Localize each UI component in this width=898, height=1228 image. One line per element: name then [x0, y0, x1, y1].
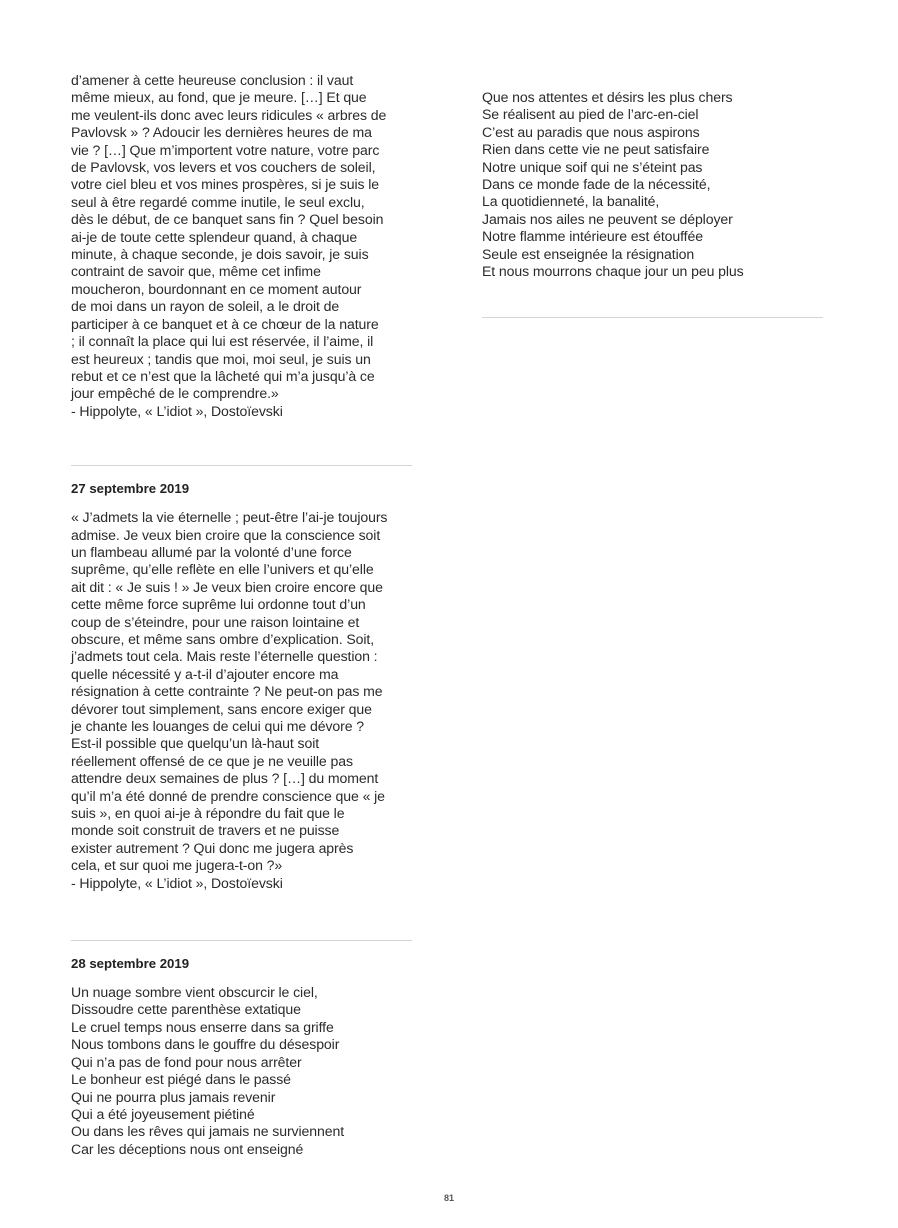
text-line: La quotidienneté, la banalité, [482, 193, 660, 210]
text-line: Notre flamme intérieure est étouffée [482, 228, 703, 245]
text-line: - Hippolyte, « L’idiot », Dostoïevski [71, 874, 283, 891]
text-line: même mieux, au fond, que je meure. […] Et que [71, 89, 367, 106]
text-line: « J’admets la vie éternelle ; peut-être l’ai-je toujours [71, 509, 388, 526]
text-line: Que nos attentes et désirs les plus chers [482, 89, 733, 105]
text-line: suis », en quoi ai-je à répondre du fait que le [71, 805, 345, 822]
poem-block [71, 984, 416, 1158]
text-line: résignation à cette contrainte ? Ne peut-on pas me [71, 683, 383, 700]
text-line: coup de s’éteindre, pour une raison lointaine et [71, 613, 360, 630]
text-line: Qui a été joyeusement piétiné [71, 1105, 255, 1122]
text-line: admise. Je veux bien croire que la conscience soit [71, 526, 381, 543]
text-line: exister autrement ? Qui donc me jugera après [71, 839, 354, 856]
entry-separator [482, 317, 823, 318]
text-line: Qui n’a pas de fond pour nous arrêter [71, 1053, 302, 1070]
text-line: contraint de savoir que, même cet infime [71, 263, 321, 280]
text-line: réellement offensé de ce que je ne veuille pas [71, 752, 353, 769]
text-line: ; il connaît la place qui lui est réservée, il l’aime, il [71, 333, 374, 350]
text-line: Rien dans cette vie ne peut satisfaire [482, 141, 710, 158]
text-line: un flambeau allumé par la volonté d’une force [71, 543, 352, 560]
text-line: Un nuage sombre vient obscurcir le ciel, [71, 984, 318, 1001]
text-line: vie ? […] Que m’importent votre nature, votre parc [71, 141, 380, 158]
text-line: minute, à chaque seconde, je dois savoir, je suis [71, 246, 369, 263]
text-line: suprême, qu’elle reflète en elle l’univers et qu’elle [71, 561, 374, 578]
text-line: Le bonheur est piégé dans le passé [71, 1071, 291, 1088]
text-line: Qui ne pourra plus jamais revenir [71, 1088, 276, 1105]
text-line: obscure, et même sans ombre d’explication. Soit, [71, 630, 375, 647]
text-line: Seule est enseignée la résignation [482, 245, 695, 262]
quote-block-hippolyte-2 [71, 509, 416, 892]
text-line: de moi dans un rayon de soleil, a le droit de [71, 298, 340, 315]
text-line: Nous tombons dans le gouffre du désespoir [71, 1036, 340, 1053]
text-line: Et nous mourrons chaque jour un peu plus [482, 263, 744, 280]
text-line: Dissoudre cette parenthèse extatique [71, 1001, 301, 1018]
poem-continuation [482, 89, 827, 280]
text-line: Car les déceptions nous ont enseigné [71, 1140, 304, 1157]
text-line: qu’il m’a été donné de prendre conscience que « je [71, 787, 385, 804]
right-column [482, 89, 827, 318]
text-line: seul à être regardé comme inutile, le seul exclu, [71, 193, 365, 210]
left-column [71, 72, 416, 1158]
text-line: dévorer tout simplement, sans encore exiger que [71, 700, 372, 717]
text-line: ait dit : « Je suis ! » Je veux bien croire encore que [71, 578, 383, 595]
text-line: jour empêché de le comprendre.» [71, 385, 279, 402]
text-line: je chante les louanges de celui qui me dévore ? [71, 718, 365, 734]
text-line: j’admets tout cela. Mais reste l’éternelle question : [71, 648, 378, 665]
text-line: Ou dans les rêves qui jamais ne surviennent [71, 1123, 345, 1140]
text-line: - Hippolyte, « L’idiot », Dostoïevski [71, 402, 283, 419]
text-line: d’amener à cette heureuse conclusion : il vaut [71, 72, 354, 88]
quote-block-hippolyte-1 [71, 72, 416, 420]
entry-date: 28 septembre 2019 [71, 956, 190, 972]
text-line: ai-je de toute cette splendeur quand, à chaque [71, 228, 358, 245]
text-line: rebut et ce n’est que la lâcheté qui m’a jusqu’à ce [71, 367, 375, 384]
text-line: Notre unique soif qui ne s’éteint pas [482, 158, 703, 175]
text-line: est heureux ; tandis que moi, moi seul, je suis un [71, 350, 371, 367]
text-line: dès le début, de ce banquet sans fin ? Quel besoin [71, 211, 384, 228]
text-line: me veulent-ils donc avec leurs ridicules « arbres de [71, 106, 387, 123]
entry-date: 27 septembre 2019 [71, 481, 190, 497]
text-line: de Pavlovsk, vos levers et vos couchers de soleil, [71, 159, 376, 176]
text-line: cela, et sur quoi me jugera-t-on ?» [71, 857, 283, 874]
text-line: quelle nécessité y a-t-il d’ajouter encore ma [71, 665, 339, 682]
text-line: Le cruel temps nous enserre dans sa griffe [71, 1018, 334, 1035]
text-line: cette même force suprême lui ordonne tout d’un [71, 596, 366, 613]
text-line: participer à ce banquet et à ce chœur de la nature [71, 315, 379, 332]
text-line: C’est au paradis que nous aspirons [482, 123, 700, 140]
page-number: 81 [443, 1193, 454, 1203]
text-line: moucheron, bourdonnant en ce moment autour [71, 280, 362, 297]
text-line: Est-il possible que quelqu’un là-haut soit [71, 735, 320, 752]
text-line: Se réalisent au pied de l’arc-en-ciel [482, 106, 699, 123]
text-line: Dans ce monde fade de la nécessité, [482, 176, 711, 193]
text-line: votre ciel bleu et vos mines prospères, si je suis le [71, 176, 380, 193]
text-line: monde soit construit de travers et ne puisse [71, 822, 340, 839]
text-line: attendre deux semaines de plus ? […] du moment [71, 770, 379, 787]
text-line: Pavlovsk » ? Adoucir les dernières heures de ma [71, 124, 372, 141]
text-line: Jamais nos ailes ne peuvent se déployer [482, 210, 733, 227]
